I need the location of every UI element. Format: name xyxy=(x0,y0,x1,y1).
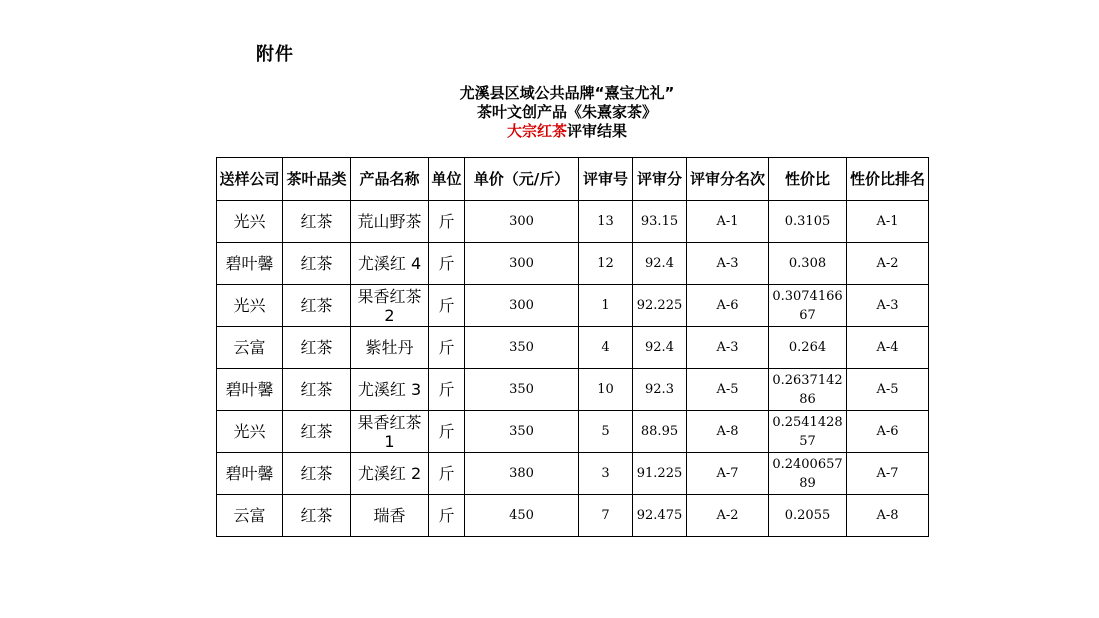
header-cell: 单位 xyxy=(429,158,465,201)
title-line-1: 尤溪县区域公共品牌“熹宝尤礼” xyxy=(459,84,675,102)
price-cell: 300 xyxy=(465,201,579,243)
product-cell: 果香红茶1 xyxy=(351,411,429,453)
company-cell: 光兴 xyxy=(217,411,283,453)
score-cell: 92.4 xyxy=(633,243,687,285)
score-cell: 91.225 xyxy=(633,453,687,495)
review-number-cell: 1 xyxy=(579,285,633,327)
unit-cell: 斤 xyxy=(429,495,465,537)
product-cell: 紫牡丹 xyxy=(351,327,429,369)
table-row xyxy=(217,201,929,243)
category-cell: 红茶 xyxy=(283,369,351,411)
value-ratio-cell: 0.264 xyxy=(769,327,847,369)
title-line-3 xyxy=(216,122,918,141)
table-header-row xyxy=(217,158,929,201)
score-cell: 92.3 xyxy=(633,369,687,411)
unit-cell: 斤 xyxy=(429,453,465,495)
product-cell: 果香红茶2 xyxy=(351,285,429,327)
unit-cell: 斤 xyxy=(429,285,465,327)
review-number-cell: 4 xyxy=(579,327,633,369)
value-rank-cell: A-4 xyxy=(847,327,929,369)
table-row xyxy=(217,285,929,327)
value-ratio-cell: 0.263714286 xyxy=(769,369,847,411)
document-title xyxy=(216,84,918,141)
category-cell: 红茶 xyxy=(283,453,351,495)
score-rank-cell: A-8 xyxy=(687,411,769,453)
header-cell: 产品名称 xyxy=(351,158,429,201)
category-cell: 红茶 xyxy=(283,201,351,243)
value-rank-cell: A-2 xyxy=(847,243,929,285)
review-number-cell: 7 xyxy=(579,495,633,537)
value-ratio-cell: 0.3105 xyxy=(769,201,847,243)
value-rank-cell: A-3 xyxy=(847,285,929,327)
price-cell: 450 xyxy=(465,495,579,537)
price-cell: 300 xyxy=(465,285,579,327)
score-cell: 93.15 xyxy=(633,201,687,243)
score-rank-cell: A-5 xyxy=(687,369,769,411)
value-ratio-cell: 0.254142857 xyxy=(769,411,847,453)
score-rank-cell: A-1 xyxy=(687,201,769,243)
value-ratio-cell: 0.2055 xyxy=(769,495,847,537)
value-rank-cell: A-6 xyxy=(847,411,929,453)
header-cell: 单价（元/斤） xyxy=(465,158,579,201)
category-cell: 红茶 xyxy=(283,285,351,327)
company-cell: 光兴 xyxy=(217,285,283,327)
score-rank-cell: A-3 xyxy=(687,243,769,285)
score-rank-cell: A-7 xyxy=(687,453,769,495)
unit-cell: 斤 xyxy=(429,243,465,285)
table-row xyxy=(217,327,929,369)
price-cell: 300 xyxy=(465,243,579,285)
product-cell: 尤溪红 4 xyxy=(351,243,429,285)
title-line-2: 茶叶文创产品《朱熹家茶》 xyxy=(476,103,657,121)
value-rank-cell: A-1 xyxy=(847,201,929,243)
value-rank-cell: A-5 xyxy=(847,369,929,411)
product-cell: 尤溪红 3 xyxy=(351,369,429,411)
company-cell: 碧叶馨 xyxy=(217,369,283,411)
table-row xyxy=(217,411,929,453)
unit-cell: 斤 xyxy=(429,369,465,411)
value-rank-cell: A-8 xyxy=(847,495,929,537)
category-cell: 红茶 xyxy=(283,495,351,537)
header-cell: 性价比 xyxy=(769,158,847,201)
header-cell: 性价比排名 xyxy=(847,158,929,201)
price-cell: 350 xyxy=(465,327,579,369)
company-cell: 光兴 xyxy=(217,201,283,243)
title-line-3-suffix: 评审结果 xyxy=(567,122,628,140)
review-number-cell: 10 xyxy=(579,369,633,411)
results-table xyxy=(216,157,929,537)
score-cell: 92.475 xyxy=(633,495,687,537)
company-cell: 云富 xyxy=(217,327,283,369)
header-cell: 评审号 xyxy=(579,158,633,201)
product-cell: 荒山野茶 xyxy=(351,201,429,243)
score-rank-cell: A-3 xyxy=(687,327,769,369)
score-rank-cell: A-2 xyxy=(687,495,769,537)
value-ratio-cell: 0.240065789 xyxy=(769,453,847,495)
header-cell: 评审分 xyxy=(633,158,687,201)
table-row xyxy=(217,453,929,495)
header-cell: 茶叶品类 xyxy=(283,158,351,201)
table-row xyxy=(217,495,929,537)
review-number-cell: 3 xyxy=(579,453,633,495)
value-ratio-cell: 0.308 xyxy=(769,243,847,285)
company-cell: 碧叶馨 xyxy=(217,453,283,495)
table-row xyxy=(217,243,929,285)
title-category-highlight: 大宗红茶 xyxy=(506,122,567,140)
review-number-cell: 12 xyxy=(579,243,633,285)
company-cell: 云富 xyxy=(217,495,283,537)
category-cell: 红茶 xyxy=(283,411,351,453)
attachment-heading: 附件 xyxy=(256,44,294,65)
category-cell: 红茶 xyxy=(283,327,351,369)
score-cell: 92.4 xyxy=(633,327,687,369)
score-cell: 88.95 xyxy=(633,411,687,453)
unit-cell: 斤 xyxy=(429,411,465,453)
category-cell: 红茶 xyxy=(283,243,351,285)
price-cell: 350 xyxy=(465,411,579,453)
unit-cell: 斤 xyxy=(429,201,465,243)
product-cell: 尤溪红 2 xyxy=(351,453,429,495)
company-cell: 碧叶馨 xyxy=(217,243,283,285)
review-number-cell: 13 xyxy=(579,201,633,243)
value-rank-cell: A-7 xyxy=(847,453,929,495)
table-row xyxy=(217,369,929,411)
price-cell: 350 xyxy=(465,369,579,411)
header-cell: 送样公司 xyxy=(217,158,283,201)
header-cell: 评审分名次 xyxy=(687,158,769,201)
review-number-cell: 5 xyxy=(579,411,633,453)
product-cell: 瑞香 xyxy=(351,495,429,537)
value-ratio-cell: 0.307416667 xyxy=(769,285,847,327)
unit-cell: 斤 xyxy=(429,327,465,369)
score-rank-cell: A-6 xyxy=(687,285,769,327)
price-cell: 380 xyxy=(465,453,579,495)
score-cell: 92.225 xyxy=(633,285,687,327)
